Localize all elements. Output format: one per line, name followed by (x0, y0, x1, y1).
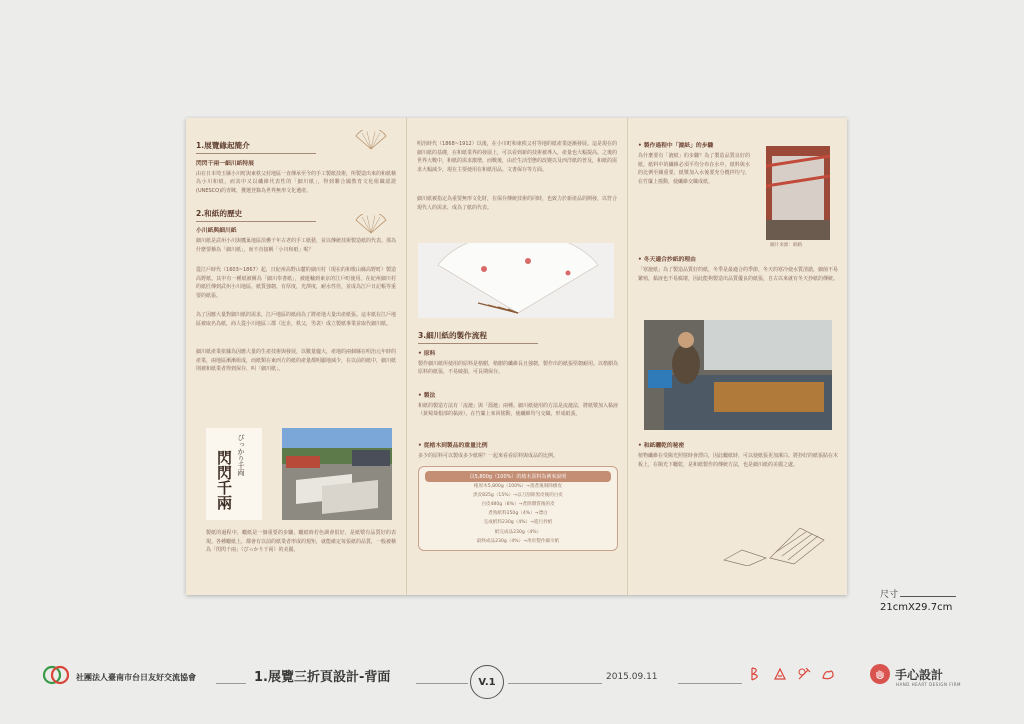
fan-decoration-icon (354, 214, 388, 234)
section1-subtitle: 閃閃千兩一細川紙特展 (196, 160, 254, 167)
panel-left (186, 118, 406, 595)
fan-decoration-icon (354, 130, 388, 150)
table-row: 白皮480g（8%）→煮除雜質後的皮 (481, 502, 555, 507)
footer-divider (416, 683, 468, 684)
process-body: 和紙的製造方法有「流漉」與「溜漉」兩種。細川紙使用的方法是流漉法，將紙漿加入黏液（黃蜀葵根部的黏液），在竹簾上來回搖動，使纖維均勻交織，形成紙張。 (418, 402, 619, 418)
brand-logo (870, 664, 943, 684)
footer-divider (678, 683, 742, 684)
weight-title: • 從楮木到製品的重量比例 (418, 442, 488, 449)
size-underline (900, 596, 956, 597)
weight-body: 多少的原料可以製成多少紙呢？一起來看看原料與成品的比例。 (418, 452, 559, 459)
table-header: 以5,800g（100%）的楮木原料為例來說明 (425, 471, 611, 482)
org-name: 社團法人臺南市台日友好交流協會 (76, 672, 196, 682)
sketch-b-icon (748, 666, 764, 682)
section2-subtitle: 小川紙與細川紙 (196, 228, 237, 235)
intro-body: 明治時代（1868~1912）以後，在小川町和東秩父村等地的紙產業逐漸發展。這是現在的細川紙的基礎，在和紙業界的發展上，可以看到新的技術被導入，產量也大幅提高。之後的世界大戰中，和紙的需求激增，而戰後，由於生活型態的改變以及西洋紙的普及，和紙的需求大幅減少，現在主要使用在和紙用品、文書保存等方面。 (417, 141, 618, 173)
size-value: 21cmX29.7cm (880, 602, 953, 613)
material-title: • 原料 (418, 350, 436, 357)
org-logo (42, 664, 196, 690)
section2-body4: 細川紙產業依據為因應大量的生產技術與發展，以數量龐大，產地的兩個縣在明治元年時的產業，兩地區漸漸組成，而紙類在東西方的紙的產量都明顯地減少，在以前的紙中，細川紙則被和紙業者得到保存，叫「細川紙」。 (196, 349, 397, 373)
photo-caption: 圖片來源：網路 (770, 243, 803, 248)
table-row: 最終成品230g（4%）→用於製作細川紙 (476, 538, 560, 544)
section1-title: 1.展覽緣起簡介 (196, 141, 250, 150)
sketch-hand-icon (820, 666, 836, 682)
winter-title: • 冬天適合抄紙的理由 (638, 257, 696, 263)
version-badge: V.1 (470, 665, 504, 699)
section2-title: 2.和紙的歷史 (196, 208, 243, 218)
table-row: 楮原木5,800g（100%）→蒸煮後剝除樹皮 (473, 483, 563, 489)
section3 (418, 326, 618, 551)
title-calligraphy (206, 428, 262, 520)
association-logo-icon (42, 664, 72, 690)
table-row: 黑皮825g（15%）→以刀刮除黑皮後的白皮 (472, 492, 564, 498)
section2-body1: 細川紙是武州小川與鷹巢地區沿襲千年古老的手工紙藝，並以傳統技術製造紙的代表。那為什麼要稱為「細川紙」，而不直接稱「小川和紙」呢？ (196, 238, 397, 253)
step-title: • 製作過程中「漉紙」的步驟 (638, 143, 714, 149)
intro-body2: 細川紙被指定為重要無形文化財，在保存傳統技術的同時，也致力於新產品的開發，以符合現代人的需求，成為了紙的代表。 (417, 196, 618, 211)
sketch-icons (748, 666, 836, 682)
section2-body3: 為了因應大量對細川紙的需求，江戶地區的紙商為了將產地大量出產紙張。這本紙在江戶地區被取名為紙，商人從小川地區三郡（比企，秩父，男衾）成立製紙事業並取代細川紙。 (196, 312, 397, 327)
doc-title: 1.展覽三折頁設計-背面 (254, 670, 391, 685)
footer-divider (508, 683, 602, 684)
material-body: 製作細川紙所使用的原料是楮樹，楮樹的纖維長且強韌，製作出的紙張堅韌耐用。以楮樹為原料的紙張，不易破損，可長期保存。 (418, 360, 619, 376)
title-kana: ぴっかり千両 (237, 434, 245, 476)
table-row: 完成紙料230g（4%）→進行抄紙 (483, 520, 553, 526)
dry-section (638, 436, 838, 512)
dry-title: • 和紙曬乾的秘密 (638, 443, 685, 449)
table-row: 紙完成品230g（4%） (494, 529, 542, 535)
date-label: 2015.09.11 (606, 672, 658, 682)
drying-boards-sketch (720, 518, 830, 566)
title-kanji: 閃閃千兩 (215, 450, 233, 510)
table-row: 煮熟紙料250g（4%）→漂白 (488, 511, 548, 517)
hand-heart-icon (870, 664, 890, 684)
papermaking-photo (766, 146, 830, 240)
brochure-sheet (186, 118, 847, 595)
drying-yard-photo (282, 428, 392, 520)
brand-subtitle: HAND HEART DESIGN FIRM (896, 682, 961, 687)
sketch-pencil-icon (796, 666, 812, 682)
winter-section (638, 250, 838, 320)
sketch-triangle-icon (772, 666, 788, 682)
section1-body: 由在日本埼玉縣小川町與東秩父村地區一直傳承至今的手工製紙技術，所製造出來的和紙稱為小川和紙，而其中又以纖維代表性的「細川紙」，得到聯合國教育文化組織認證(UNESCO)的青睞，獲選登錄為世界無形文化遺產。 (196, 170, 397, 194)
size-label: 尺寸 (880, 590, 899, 600)
workshop-photo (644, 320, 832, 430)
section2-body2: 從江戶時代（1603~1867）起，日紀州高野山麓的細川村（現在的和歌山縣高野町）製造高野紙，其中有一種紙被稱為「細川奉書紙」，被運輸到東京的江戶町使用。在紀州細川村的紙匠傳到武州小川地區，紙質強韌，有厚度，光澤度，耐水性佳，並成為江戶日記帳等重要的紙張。 (196, 267, 397, 299)
folding-fan-photo (418, 243, 614, 318)
winter-body: 「寒漉紙」為了製造品質好的紙，冬季是最適合的季節，冬天的寒冷使水質清澈，細菌不易繁殖，黏液也不易腐壞，因此能夠製造出品質優良的紙張，自古以來就有冬天抄紙的傳統。 (638, 267, 839, 282)
footer-divider (216, 683, 246, 684)
weight-table (418, 466, 618, 551)
section2-body5: 製紙的過程中，曬紙是一個重要的步驟，曬紙時若色調會很好，是紙漿有品質好的表現。各種曬紙上，都會有以前的紙業者形成的規矩，就能確定每張紙的品質，一般被稱為「閃閃千兩」（ぴっかり千両）的美麗。 (206, 530, 397, 554)
section3-title: 3.細川紙的製作流程 (418, 331, 487, 340)
dry-body: 植物纖維在受陽光照射時會漂白，因此曬紙時，可以使紙張更加潔白。將抄好的紙張貼在木板上，在陽光下曬乾，是和紙製作的傳統方法，也是細川紙的美麗之處。 (638, 453, 839, 468)
step-body: 為什麼要有「漉紙」的步驟？為了製造品質良好的紙，紙料中的纖維必須平均分布在水中，紙料與水的比例至關重要，紙漿加入水後要充分攪拌均勻，在竹簾上搖動，使纖維交織成紙。 (638, 153, 750, 185)
process-title: • 製法 (418, 392, 436, 399)
brand-name: 手心設計 (895, 667, 944, 682)
